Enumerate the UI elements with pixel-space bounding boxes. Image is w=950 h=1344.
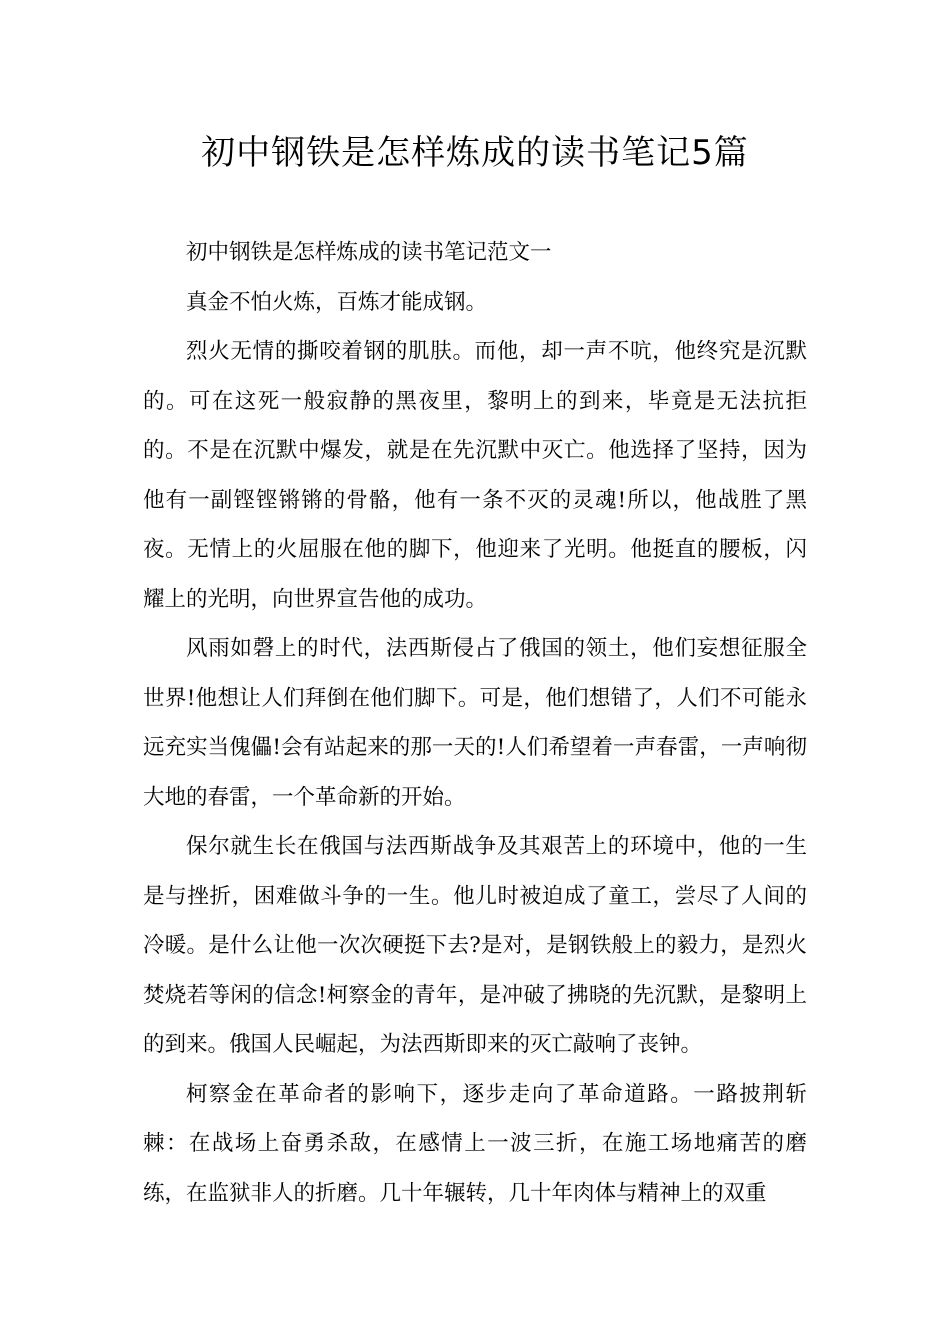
- document-body: [143, 228, 807, 1218]
- paragraph: 烈火无情的撕咬着钢的肌肤。而他，却一声不吭，他终究是沉默的。可在这死一般寂静的黑夜里，黎明上的到来，毕竟是无法抗拒的。不是在沉默中爆发，就是在先沉默中灭亡。他选择了坚持，因为他有一副铿铿锵锵的骨骼，他有一条不灭的灵魂!所以，他战胜了黑夜。无情上的火屈服在他的脚下，他迎来了光明。他挺直的腰板，闪耀上的光明，向世界宣告他的成功。: [143, 339, 807, 612]
- paragraph: 初中钢铁是怎样炼成的读书笔记范文一: [186, 240, 552, 265]
- paragraph: 真金不怕火炼，百炼才能成钢。: [186, 289, 488, 315]
- paragraph: 柯察金在革命者的影响下，逐步走向了革命道路。一路披荆斩棘：在战场上奋勇杀敌，在感情上一波三折，在施工场地痛苦的磨练，在监狱非人的折磨。几十年辗转，几十年肉体与精神上的双重: [143, 1081, 807, 1206]
- paragraph: 风雨如磬上的时代，法西斯侵占了俄国的领土，他们妄想征服全世界!他想让人们拜倒在他们脚下。可是，他们想错了，人们不可能永远充实当傀儡!会有站起来的那一天的!人们希望着一声春雷，一声响彻大地的春雷，一个革命新的开始。: [143, 636, 807, 810]
- paragraph: 保尔就生长在俄国与法西斯战争及其艰苦上的环境中，他的一生是与挫折，困难做斗争的一生。他儿时被迫成了童工，尝尽了人间的冷暖。是什么让他一次次硬挺下去?是对，是钢铁般上的毅力，是烈火焚烧若等闲的信念!柯察金的青年，是冲破了拂晓的先沉默，是黎明上的到来。俄国人民崛起，为法西斯即来的灭亡敲响了丧钟。: [143, 834, 807, 1057]
- document-title: 初中钢铁是怎样炼成的读书笔记5篇: [201, 133, 749, 173]
